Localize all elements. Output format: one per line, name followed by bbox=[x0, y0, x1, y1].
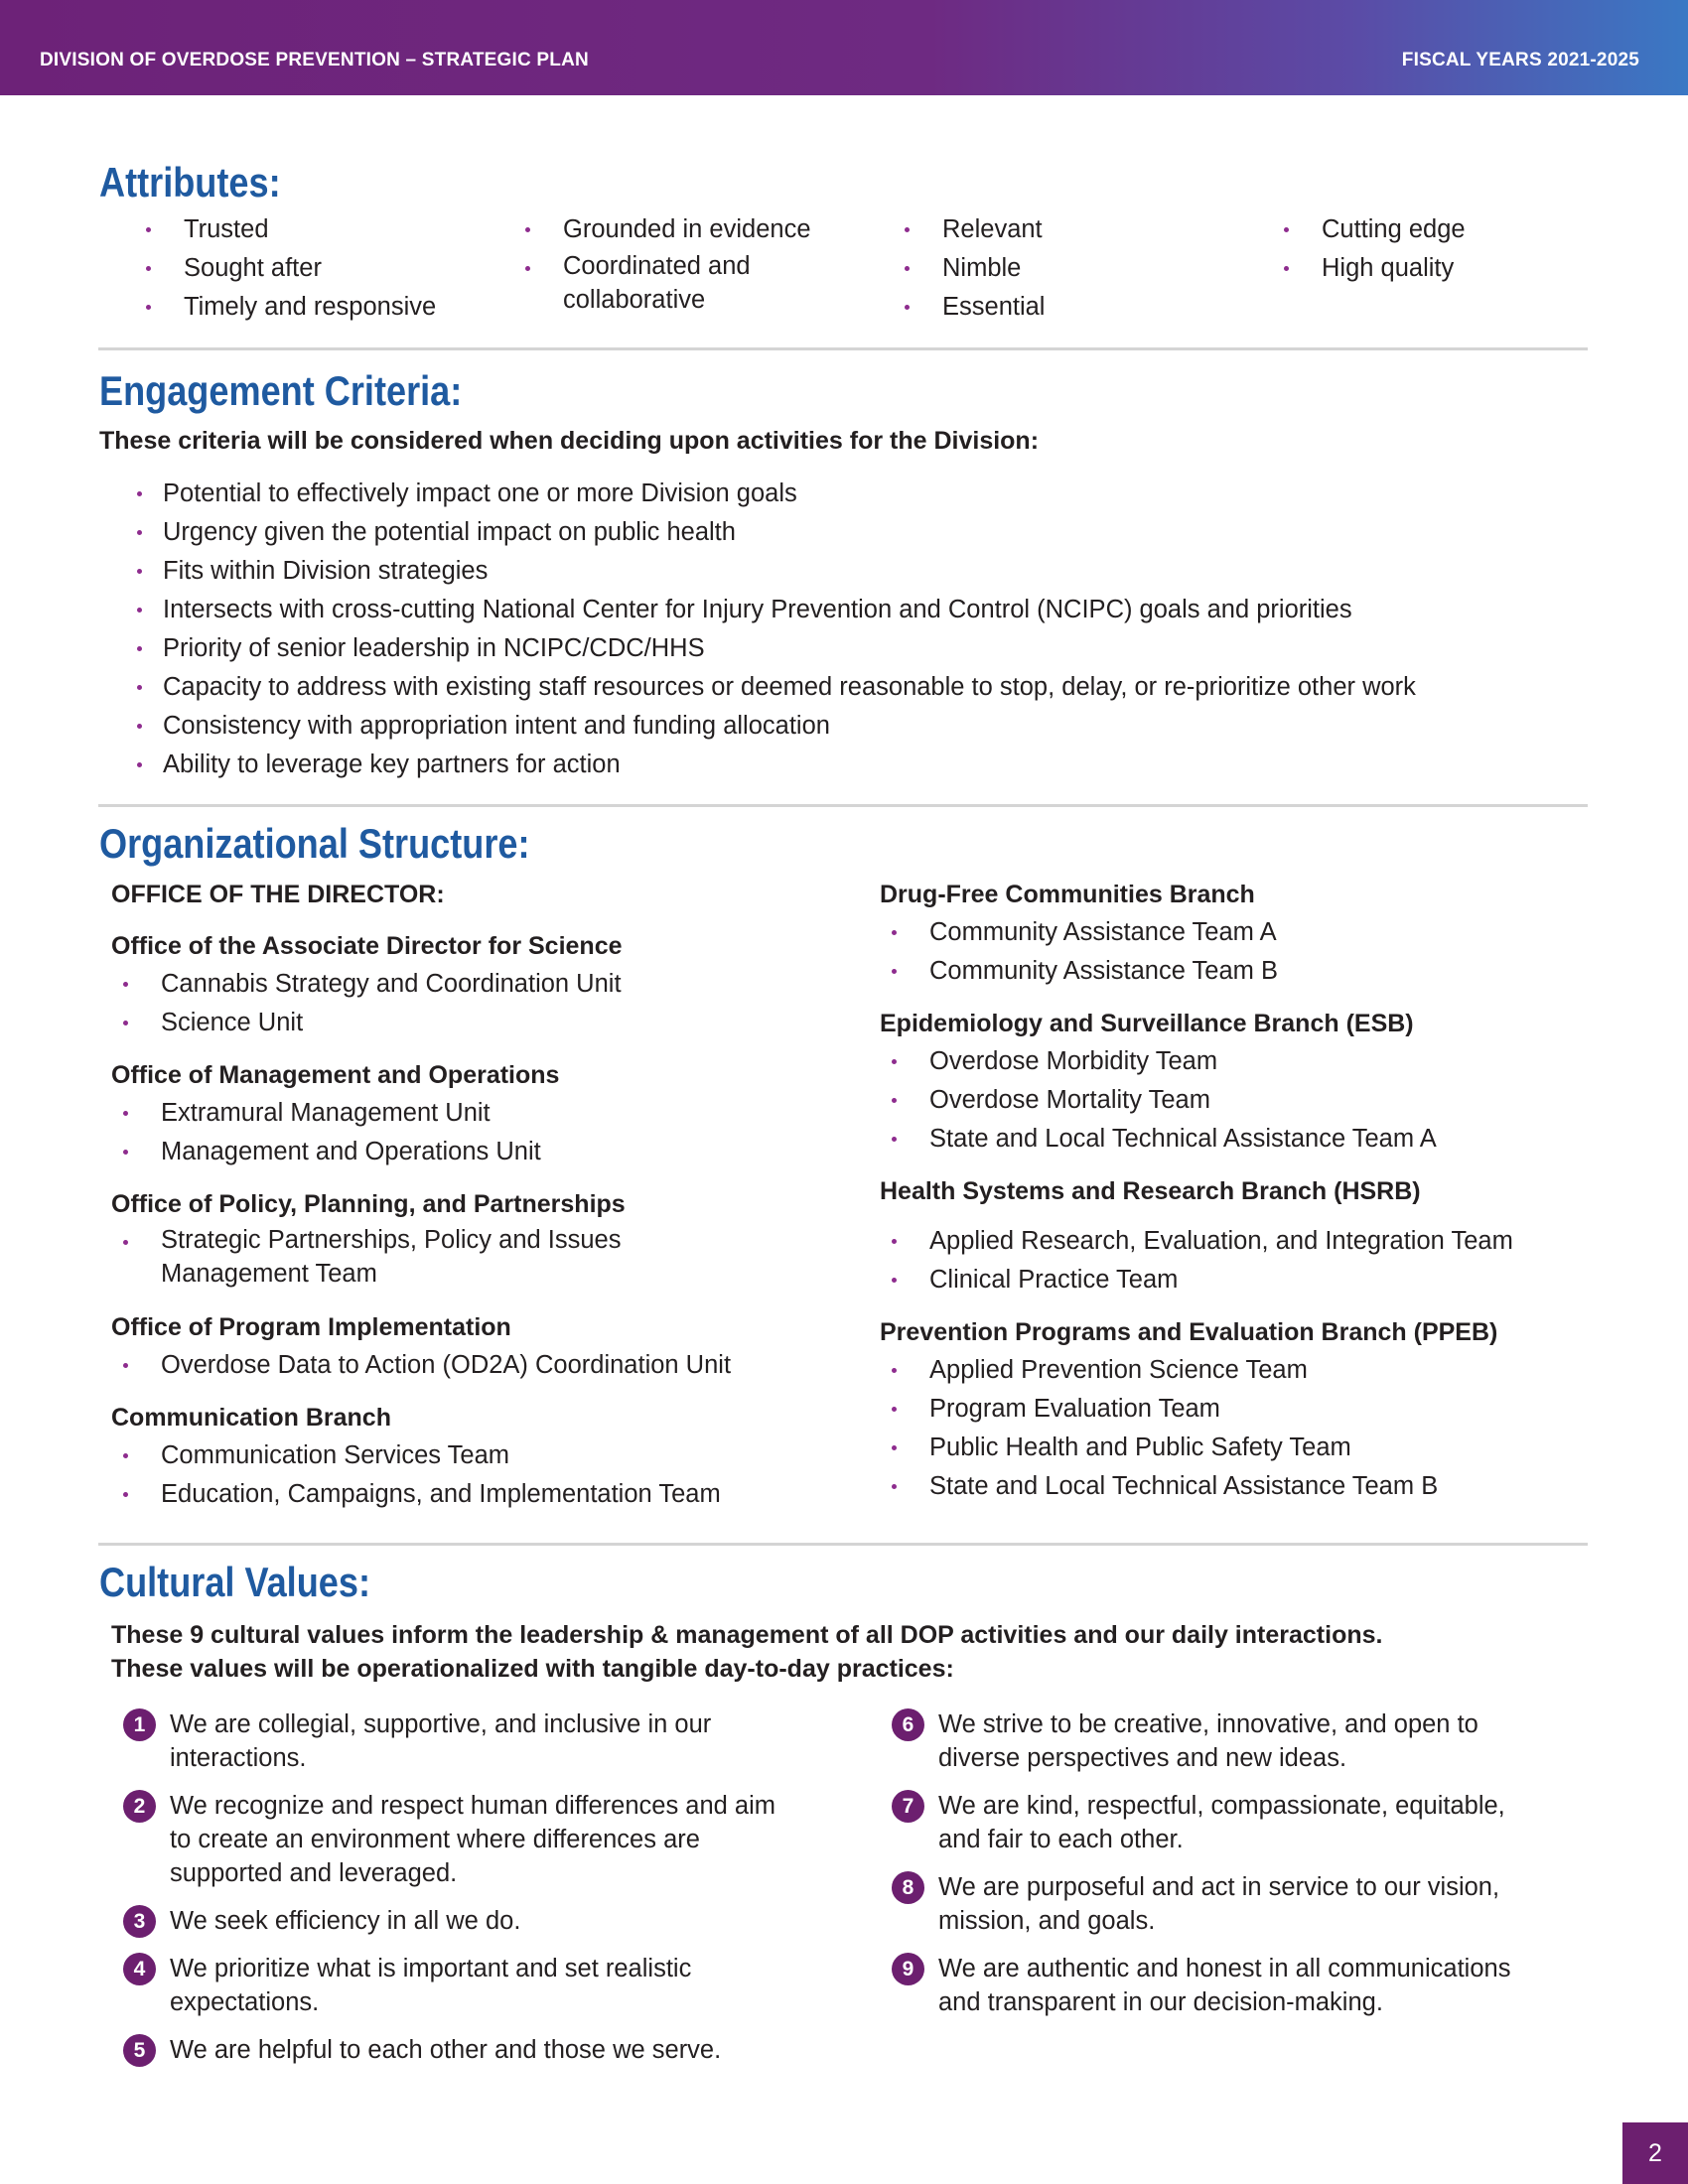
section-divider bbox=[98, 1543, 1588, 1546]
attributes-heading: Attributes: bbox=[99, 159, 281, 205]
page-header bbox=[0, 0, 1688, 95]
criteria-item: Ability to leverage key partners for action bbox=[117, 746, 1587, 784]
value-item bbox=[99, 1952, 784, 2019]
org-unit: Overdose Morbidity Team bbox=[880, 1042, 1595, 1081]
org-group bbox=[111, 1308, 826, 1385]
value-text: We are kind, respectful, compassionate, equitable, and fair to each other. bbox=[938, 1792, 1505, 1853]
org-group-heading: Office of Policy, Planning, and Partnerships bbox=[111, 1190, 626, 1218]
value-item bbox=[868, 1870, 1553, 1938]
criteria-item: Urgency given the potential impact on public health bbox=[117, 513, 1587, 552]
attributes-column-3 bbox=[858, 210, 1215, 327]
value-text: We prioritize what is important and set realistic expectations. bbox=[170, 1955, 692, 2016]
cultural-values-intro-line: These 9 cultural values inform the leadership & management of all DOP activities and our daily interactions. bbox=[111, 1621, 1383, 1649]
org-group bbox=[880, 1005, 1595, 1159]
value-text: We are purposeful and act in service to our vision, mission, and goals. bbox=[938, 1873, 1500, 1935]
values-column-right bbox=[868, 1707, 1553, 2033]
org-unit: State and Local Technical Assistance Team B bbox=[880, 1467, 1595, 1506]
value-item bbox=[868, 1952, 1553, 2019]
page-number: 2 bbox=[1622, 2122, 1688, 2184]
attribute-item: Nimble bbox=[858, 249, 1215, 288]
value-text: We are helpful to each other and those we serve. bbox=[170, 2036, 722, 2064]
org-group-heading: Office of Program Implementation bbox=[111, 1313, 511, 1341]
value-item bbox=[99, 1904, 784, 1938]
org-unit: Education, Campaigns, and Implementation Team bbox=[111, 1475, 826, 1514]
attribute-item: Grounded in evidence bbox=[479, 210, 836, 249]
org-unit: Extramural Management Unit bbox=[111, 1094, 826, 1133]
org-unit: Applied Research, Evaluation, and Integration Team bbox=[880, 1222, 1595, 1261]
org-unit: Management and Operations Unit bbox=[111, 1133, 826, 1171]
value-item bbox=[99, 1789, 784, 1890]
attribute-item: Essential bbox=[858, 288, 1215, 327]
org-unit: Applied Prevention Science Team bbox=[880, 1351, 1595, 1390]
org-unit: State and Local Technical Assistance Team A bbox=[880, 1120, 1595, 1159]
attribute-item: High quality bbox=[1237, 249, 1595, 288]
attributes-section bbox=[99, 159, 1589, 321]
org-group bbox=[111, 1399, 826, 1514]
section-divider bbox=[98, 804, 1588, 807]
value-number-badge: 5 bbox=[123, 2034, 156, 2067]
org-unit: Communication Services Team bbox=[111, 1436, 826, 1475]
value-number-badge: 7 bbox=[892, 1790, 924, 1823]
org-column-right bbox=[880, 876, 1595, 1520]
org-unit: Program Evaluation Team bbox=[880, 1390, 1595, 1429]
org-group bbox=[111, 876, 826, 913]
org-group bbox=[111, 927, 826, 1042]
org-unit: Overdose Data to Action (OD2A) Coordination Unit bbox=[111, 1346, 826, 1385]
value-item bbox=[99, 2033, 784, 2067]
org-group bbox=[880, 1172, 1595, 1299]
value-text: We are collegial, supportive, and inclusive in our interactions. bbox=[170, 1710, 712, 1772]
attributes-column-2 bbox=[479, 210, 836, 321]
org-group-heading: OFFICE OF THE DIRECTOR: bbox=[111, 881, 445, 908]
org-group bbox=[880, 876, 1595, 991]
org-unit: Clinical Practice Team bbox=[880, 1261, 1595, 1299]
value-number-badge: 8 bbox=[892, 1871, 924, 1904]
cultural-values-heading: Cultural Values: bbox=[99, 1559, 370, 1605]
value-number-badge: 3 bbox=[123, 1905, 156, 1938]
org-structure-section bbox=[99, 820, 1589, 1508]
org-structure-heading: Organizational Structure: bbox=[99, 820, 530, 867]
org-group bbox=[880, 1313, 1595, 1506]
cultural-values-intro bbox=[111, 1618, 1382, 1686]
attribute-item: Cutting edge bbox=[1237, 210, 1595, 249]
org-group-heading: Office of the Associate Director for Science bbox=[111, 932, 623, 960]
cultural-values-intro-line: These values will be operationalized with tangible day-to-day practices: bbox=[111, 1655, 954, 1683]
attribute-item: Coordinated and collaborative bbox=[479, 249, 841, 321]
value-number-badge: 9 bbox=[892, 1953, 924, 1985]
org-unit: Public Health and Public Safety Team bbox=[880, 1429, 1595, 1467]
header-fiscal-years: FISCAL YEARS 2021-2025 bbox=[1401, 50, 1639, 70]
value-text: We strive to be creative, innovative, and open to diverse perspectives and new ideas. bbox=[938, 1710, 1478, 1772]
engagement-heading: Engagement Criteria: bbox=[99, 367, 463, 414]
attribute-item: Sought after bbox=[99, 249, 457, 288]
value-number-badge: 2 bbox=[123, 1790, 156, 1823]
org-group bbox=[111, 1185, 826, 1295]
criteria-item: Fits within Division strategies bbox=[117, 552, 1587, 591]
value-item bbox=[868, 1789, 1553, 1856]
value-number-badge: 4 bbox=[123, 1953, 156, 1985]
org-group-heading: Office of Management and Operations bbox=[111, 1061, 560, 1089]
org-group-heading: Drug-Free Communities Branch bbox=[880, 881, 1255, 908]
org-unit: Community Assistance Team A bbox=[880, 913, 1595, 952]
org-group bbox=[111, 1056, 826, 1171]
value-text: We are authentic and honest in all communications and transparent in our decision-making. bbox=[938, 1955, 1511, 2016]
org-group-heading: Health Systems and Research Branch (HSRB) bbox=[880, 1177, 1421, 1205]
engagement-intro: These criteria will be considered when deciding upon activities for the Division: bbox=[99, 427, 1040, 455]
header-title: DIVISION OF OVERDOSE PREVENTION – STRATEGIC PLAN bbox=[40, 50, 589, 70]
org-group-heading: Epidemiology and Surveillance Branch (ESB) bbox=[880, 1010, 1414, 1037]
value-number-badge: 1 bbox=[123, 1708, 156, 1741]
org-group-heading: Prevention Programs and Evaluation Branch (PPEB) bbox=[880, 1318, 1498, 1346]
engagement-criteria-list bbox=[117, 475, 1587, 784]
value-item bbox=[868, 1707, 1553, 1775]
engagement-section bbox=[99, 367, 1589, 455]
attributes-column-1 bbox=[99, 210, 457, 327]
value-item bbox=[99, 1707, 784, 1775]
value-text: We recognize and respect human differences and aim to create an environment where differences are supported and leveraged. bbox=[170, 1792, 775, 1887]
attributes-column-4 bbox=[1237, 210, 1595, 288]
org-group-heading: Communication Branch bbox=[111, 1404, 391, 1432]
value-number-badge: 6 bbox=[892, 1708, 924, 1741]
attribute-item: Timely and responsive bbox=[99, 288, 457, 327]
values-column-left bbox=[99, 1707, 784, 2081]
attribute-item: Trusted bbox=[99, 210, 457, 249]
attribute-item: Relevant bbox=[858, 210, 1215, 249]
section-divider bbox=[98, 347, 1588, 350]
criteria-item: Intersects with cross-cutting National Center for Injury Prevention and Control (NCIPC) goals and priorities bbox=[117, 591, 1587, 629]
cultural-values-section bbox=[99, 1559, 1589, 2064]
org-unit: Community Assistance Team B bbox=[880, 952, 1595, 991]
org-unit: Overdose Mortality Team bbox=[880, 1081, 1595, 1120]
criteria-item: Potential to effectively impact one or more Division goals bbox=[117, 475, 1587, 513]
org-unit: Science Unit bbox=[111, 1004, 826, 1042]
criteria-item: Priority of senior leadership in NCIPC/CDC/HHS bbox=[117, 629, 1587, 668]
criteria-item: Capacity to address with existing staff resources or deemed reasonable to stop, delay, or re-prioritize other work bbox=[117, 668, 1587, 707]
value-text: We seek efficiency in all we do. bbox=[170, 1907, 521, 1935]
org-column-left bbox=[111, 876, 826, 1528]
org-unit: Strategic Partnerships, Policy and Issues Management Team bbox=[111, 1223, 628, 1295]
criteria-item: Consistency with appropriation intent and funding allocation bbox=[117, 707, 1587, 746]
org-unit: Cannabis Strategy and Coordination Unit bbox=[111, 965, 826, 1004]
